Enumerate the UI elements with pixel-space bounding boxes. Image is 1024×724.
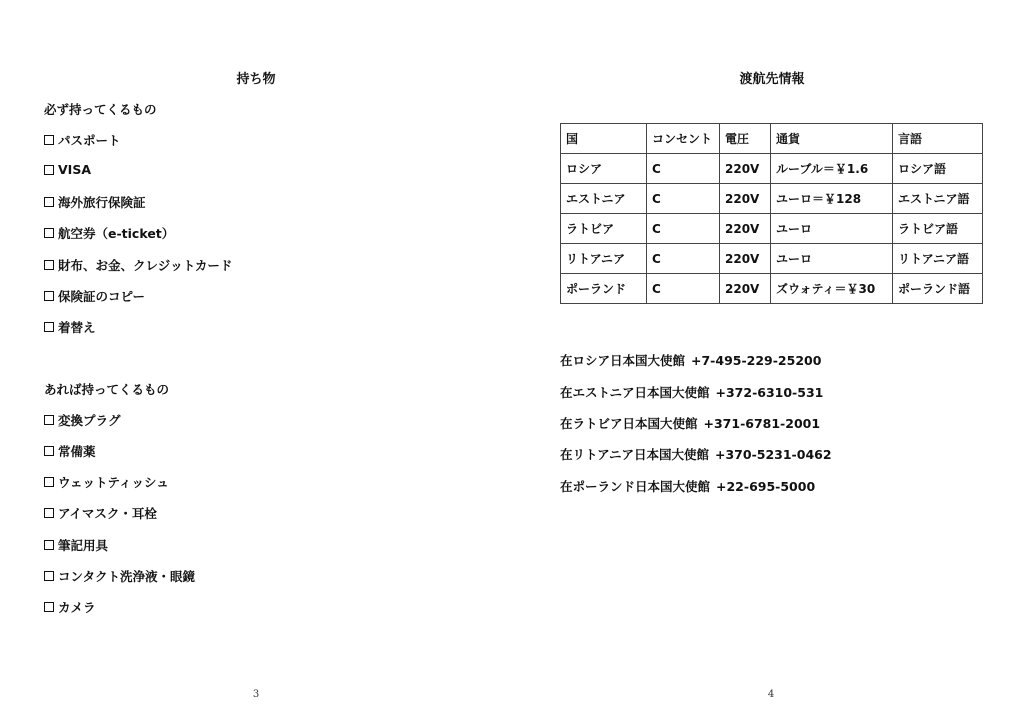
checklist-item-label: 航空券（e-ticket） bbox=[58, 226, 175, 241]
checklist-item bbox=[44, 162, 91, 177]
table-cell: C bbox=[647, 244, 720, 274]
embassy-phone: +371-6781-2001 bbox=[703, 416, 821, 431]
table-cell: ラトビア語 bbox=[893, 214, 983, 244]
checklist-item-label: ウェットティッシュ bbox=[58, 475, 169, 490]
checkbox-icon[interactable] bbox=[44, 228, 54, 238]
embassy-phone: +372-6310-531 bbox=[715, 385, 824, 400]
checklist-item bbox=[44, 598, 96, 616]
table-cell: C bbox=[647, 274, 720, 304]
checklist-item bbox=[44, 256, 232, 274]
table-header-cell: 国 bbox=[561, 124, 647, 154]
checklist-item-label: 筆記用具 bbox=[58, 538, 109, 553]
table-cell: ルーブル＝￥1.6 bbox=[771, 154, 893, 184]
embassy-name: 在リトアニア日本国大使館 bbox=[560, 447, 710, 462]
table-row bbox=[561, 274, 983, 304]
embassy-entry bbox=[560, 414, 820, 432]
table-cell: 220V bbox=[720, 274, 771, 304]
table-header-cell: 言語 bbox=[893, 124, 983, 154]
embassy-name: 在ロシア日本国大使館 bbox=[560, 353, 686, 368]
table-cell: リトアニア bbox=[561, 244, 647, 274]
must-bring-heading: 必ず持ってくるもの bbox=[44, 102, 157, 117]
page-number: 3 bbox=[252, 689, 260, 700]
checkbox-icon[interactable] bbox=[44, 415, 54, 425]
checklist-item bbox=[44, 536, 108, 554]
table-cell: 220V bbox=[720, 184, 771, 214]
table-cell: ユーロ bbox=[771, 214, 893, 244]
table-cell: ズウォティ＝￥30 bbox=[771, 274, 893, 304]
checkbox-icon[interactable] bbox=[44, 260, 54, 270]
table-header-row bbox=[561, 124, 983, 154]
table-cell: エストニア語 bbox=[893, 184, 983, 214]
checkbox-icon[interactable] bbox=[44, 508, 54, 518]
optional-heading: あれば持ってくるもの bbox=[44, 382, 170, 397]
table-cell: 220V bbox=[720, 214, 771, 244]
embassy-phone: +7-495-229-25200 bbox=[691, 353, 822, 368]
checkbox-icon[interactable] bbox=[44, 135, 54, 145]
checkbox-icon[interactable] bbox=[44, 540, 54, 550]
checkbox-icon[interactable] bbox=[44, 602, 54, 612]
checklist-item bbox=[44, 473, 169, 491]
table-cell: ユーロ＝￥128 bbox=[771, 184, 893, 214]
right-page bbox=[512, 0, 1024, 724]
checklist-item-label: カメラ bbox=[58, 600, 96, 615]
checklist-item-label: パスポート bbox=[58, 133, 121, 148]
checklist-item-label: 常備薬 bbox=[58, 444, 96, 459]
table-header-cell: 通貨 bbox=[771, 124, 893, 154]
checklist-item bbox=[44, 567, 195, 585]
table-row bbox=[561, 244, 983, 274]
table-cell: ロシア bbox=[561, 154, 647, 184]
checkbox-icon[interactable] bbox=[44, 291, 54, 301]
checklist-item-label: アイマスク・耳栓 bbox=[58, 506, 157, 521]
checkbox-icon[interactable] bbox=[44, 477, 54, 487]
table-cell: 220V bbox=[720, 154, 771, 184]
table-row bbox=[561, 214, 983, 244]
checklist-item-label: コンタクト洗浄液・眼鏡 bbox=[58, 569, 196, 584]
checkbox-icon[interactable] bbox=[44, 165, 54, 175]
belongings-title: 持ち物 bbox=[236, 72, 276, 87]
checklist-item bbox=[44, 131, 121, 149]
table-cell: ユーロ bbox=[771, 244, 893, 274]
checklist-item bbox=[44, 287, 145, 305]
table-cell: リトアニア語 bbox=[893, 244, 983, 274]
checklist-item bbox=[44, 318, 96, 336]
embassy-entry bbox=[560, 351, 821, 369]
table-header-cell: 電圧 bbox=[720, 124, 771, 154]
checklist-item-label: 海外旅行保険証 bbox=[58, 195, 146, 210]
table-cell: ロシア語 bbox=[893, 154, 983, 184]
checklist-item-label: 保険証のコピー bbox=[58, 289, 146, 304]
checkbox-icon[interactable] bbox=[44, 571, 54, 581]
embassy-name: 在エストニア日本国大使館 bbox=[560, 385, 710, 400]
table-cell: C bbox=[647, 184, 720, 214]
table-cell: C bbox=[647, 214, 720, 244]
embassy-phone: +370-5231-0462 bbox=[715, 447, 832, 462]
table-cell: 220V bbox=[720, 244, 771, 274]
checklist-item-label: 着替え bbox=[58, 320, 96, 335]
checkbox-icon[interactable] bbox=[44, 446, 54, 456]
destination-info-title: 渡航先情報 bbox=[739, 72, 805, 87]
checkbox-icon[interactable] bbox=[44, 197, 54, 207]
checkbox-icon[interactable] bbox=[44, 322, 54, 332]
table-cell: エストニア bbox=[561, 184, 647, 214]
table-cell: ポーランド語 bbox=[893, 274, 983, 304]
checklist-item-label: 変換プラグ bbox=[58, 413, 121, 428]
table-row bbox=[561, 154, 983, 184]
checklist-item bbox=[44, 411, 121, 429]
checklist-item bbox=[44, 442, 96, 460]
page-number: 4 bbox=[767, 689, 775, 700]
table-cell: ポーランド bbox=[561, 274, 647, 304]
embassy-entry bbox=[560, 445, 832, 463]
embassy-entry bbox=[560, 383, 823, 401]
table-cell: ラトビア bbox=[561, 214, 647, 244]
embassy-name: 在ラトビア日本国大使館 bbox=[560, 416, 698, 431]
table-header-cell: コンセント bbox=[647, 124, 720, 154]
table-cell: C bbox=[647, 154, 720, 184]
embassy-entry bbox=[560, 477, 815, 495]
table-row bbox=[561, 184, 983, 214]
checklist-item bbox=[44, 193, 146, 211]
embassy-name: 在ポーランド日本国大使館 bbox=[560, 479, 711, 494]
checklist-item-label: 財布、お金、クレジットカード bbox=[58, 258, 233, 273]
destination-table bbox=[560, 123, 983, 304]
checklist-item bbox=[44, 504, 157, 522]
checklist-item bbox=[44, 224, 174, 242]
checklist-item-label: VISA bbox=[58, 162, 92, 177]
embassy-phone: +22-695-5000 bbox=[716, 479, 816, 494]
